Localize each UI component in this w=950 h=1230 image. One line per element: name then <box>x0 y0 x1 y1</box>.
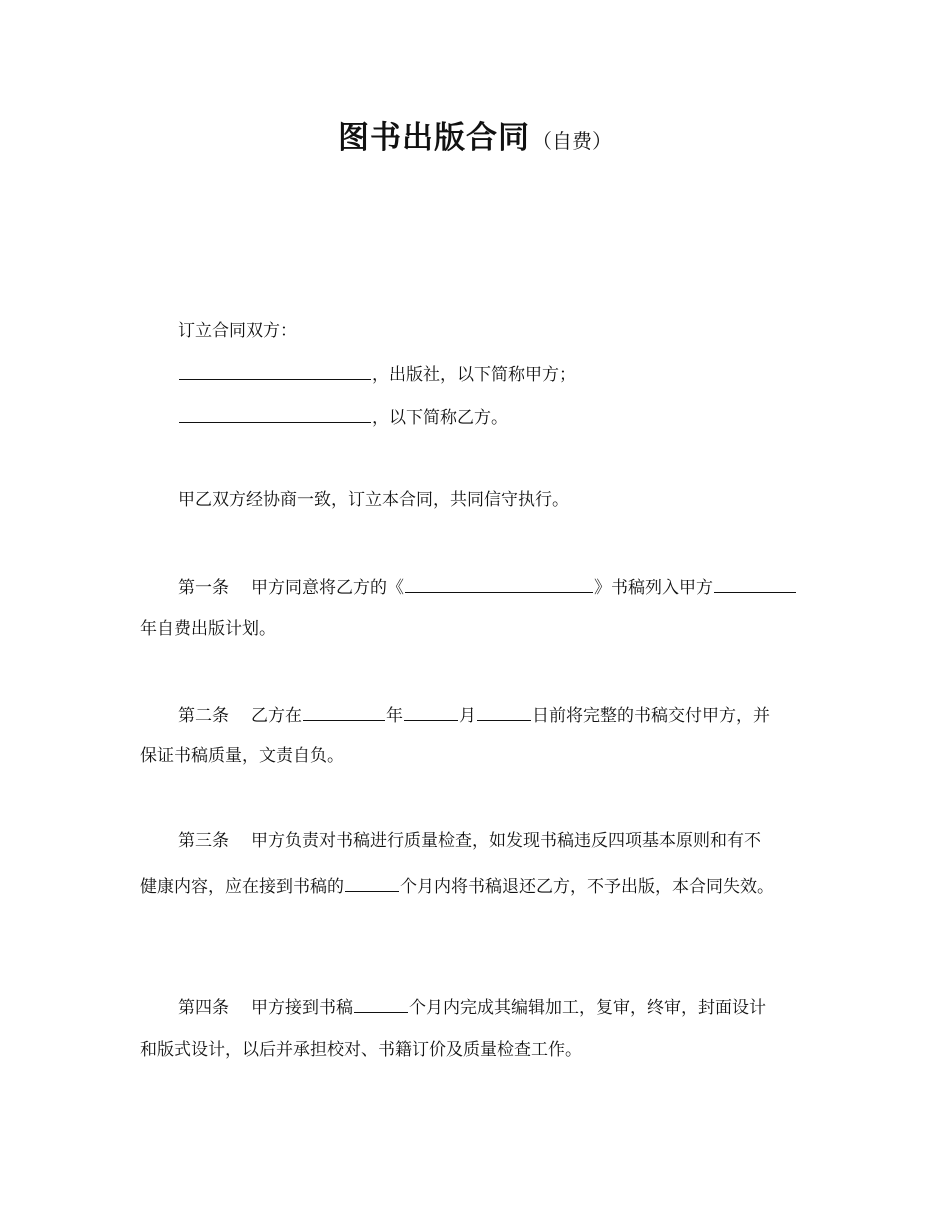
article-2-line-1 <box>178 703 770 727</box>
article-3-line-2 <box>140 874 774 898</box>
article-4-text-1: 甲方接到书稿 <box>251 998 353 1018</box>
party-a-line <box>178 362 576 386</box>
party-b-line <box>178 405 508 429</box>
delivery-day-blank[interactable] <box>477 703 531 721</box>
title-main: 图书出版合同 <box>338 120 530 156</box>
article-2-text-1: 乙方在 <box>251 706 302 726</box>
article-3-number: 第三条 <box>178 831 229 851</box>
article-2-number: 第二条 <box>178 706 229 726</box>
article-2-text-4: 日前将完整的书稿交付甲方，并 <box>532 706 770 726</box>
editing-months-blank[interactable] <box>354 995 408 1013</box>
article-3-text-2: 健康内容，应在接到书稿的 <box>140 877 344 897</box>
article-1-line-2: 年自费出版计划。 <box>140 619 276 639</box>
article-4-line-1 <box>178 995 766 1019</box>
party-b-blank[interactable] <box>179 405 371 423</box>
party-a-blank[interactable] <box>179 362 371 380</box>
article-3-line-1 <box>178 830 761 852</box>
article-1-line-1 <box>178 575 797 599</box>
article-2-line-2: 保证书稿质量，文责自负。 <box>140 746 344 766</box>
article-2-text-3: 月 <box>459 706 476 726</box>
article-1-text-2: 》书稿列入甲方 <box>594 578 713 598</box>
return-months-blank[interactable] <box>345 874 399 892</box>
title-subtitle: （自费） <box>532 129 612 153</box>
preamble: 甲乙双方经协商一致，订立本合同，共同信守执行。 <box>178 490 569 510</box>
article-4-text-2: 个月内完成其编辑加工，复审，终审，封面设计 <box>409 998 766 1018</box>
article-2-text-2: 年 <box>386 706 403 726</box>
document-title <box>0 112 950 157</box>
article-1-text-1: 甲方同意将乙方的《 <box>251 578 404 598</box>
party-b-suffix: ，以下简称乙方。 <box>372 408 508 428</box>
book-title-blank[interactable] <box>405 575 593 593</box>
party-a-suffix: ，出版社，以下简称甲方； <box>372 365 576 385</box>
article-3-text-3: 个月内将书稿退还乙方，不予出版，本合同失效。 <box>400 877 774 897</box>
article-3-text-1: 甲方负责对书稿进行质量检查，如发现书稿违反四项基本原则和有不 <box>251 831 761 851</box>
article-1-number: 第一条 <box>178 578 229 598</box>
delivery-year-blank[interactable] <box>303 703 385 721</box>
article-4-number: 第四条 <box>178 998 229 1018</box>
article-4-line-2: 和版式设计，以后并承担校对、书籍订价及质量检查工作。 <box>140 1040 582 1060</box>
parties-intro: 订立合同双方： <box>178 321 297 341</box>
plan-year-blank[interactable] <box>714 575 796 593</box>
delivery-month-blank[interactable] <box>404 703 458 721</box>
